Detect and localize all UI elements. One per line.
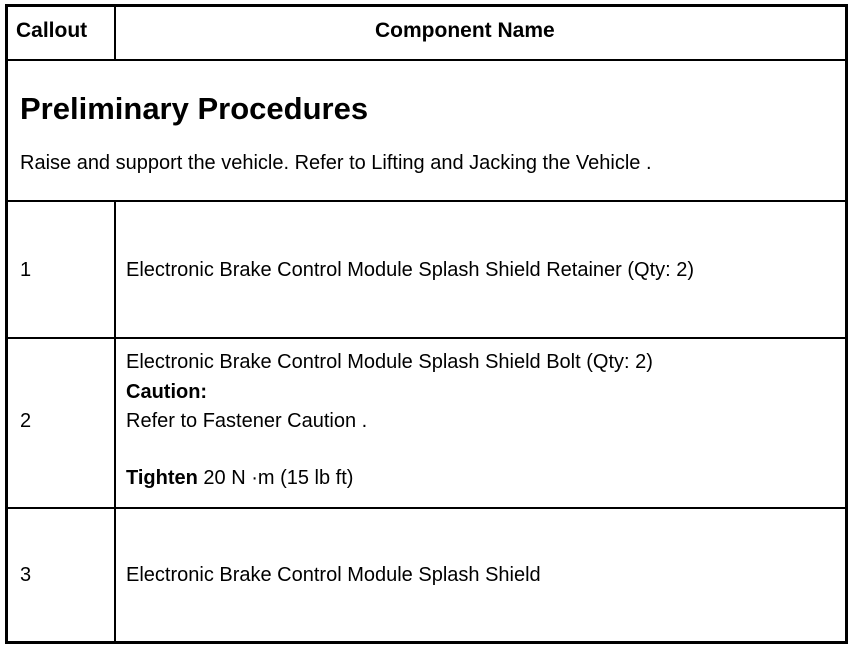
row-divider xyxy=(8,507,845,509)
row-divider xyxy=(8,200,845,202)
caution-label: Caution: xyxy=(126,381,208,403)
preliminary-title: Preliminary Procedures xyxy=(20,91,369,126)
component-name: Electronic Brake Control Module Splash Shield Retainer (Qty: 2) xyxy=(126,259,695,281)
row-divider xyxy=(8,59,845,61)
callout-number: 2 xyxy=(20,410,32,432)
column-divider-body xyxy=(114,200,116,641)
component-name: Electronic Brake Control Module Splash Shield Bolt (Qty: 2) xyxy=(126,351,653,373)
preliminary-text: Raise and support the vehicle. Refer to Lifting and Jacking the Vehicle . xyxy=(20,152,652,174)
caution-text: Refer to Fastener Caution . xyxy=(126,410,368,432)
component-name: Electronic Brake Control Module Splash Shield xyxy=(126,564,541,586)
row-divider xyxy=(8,337,845,339)
header-component-name: Component Name xyxy=(375,19,555,42)
tighten-label: Tighten xyxy=(126,467,198,489)
components-table xyxy=(5,4,848,644)
column-divider-header xyxy=(114,7,116,59)
tighten-value: 20 N ·m (15 lb ft) xyxy=(197,467,354,489)
header-callout: Callout xyxy=(16,19,88,42)
torque-spec xyxy=(126,467,353,490)
callout-number: 3 xyxy=(20,564,32,586)
callout-number: 1 xyxy=(20,259,32,281)
